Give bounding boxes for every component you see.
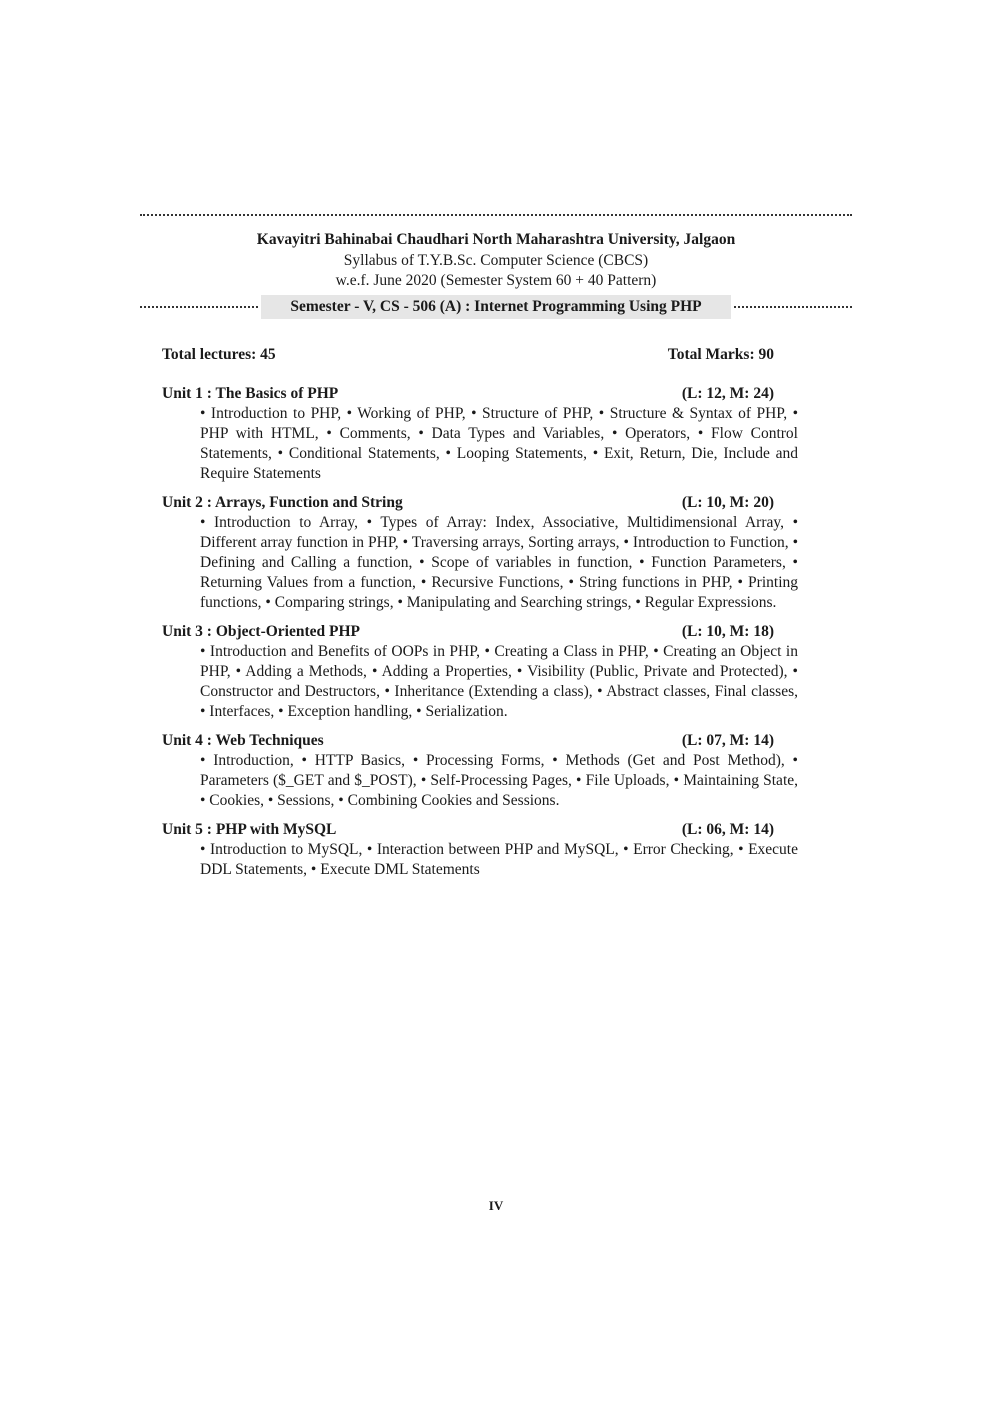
unit-heading — [162, 384, 798, 404]
top-dotted-rule — [140, 214, 852, 216]
unit-topics: • Introduction and Benefits of OOPs in PHP, • Creating a Class in PHP, • Creating an Object in PHP, • Adding a Methods, • Adding a Properties, • Visibility (Public, Private and Protected), • Constructor and Destructors, • Inheritance (Extending a class), • Abstract classes, Final classes, • Interfaces, • Exception handling, • Serialization. — [200, 643, 798, 720]
unit-5 — [162, 820, 798, 880]
unit-heading — [162, 493, 798, 513]
totals-row — [162, 344, 798, 366]
unit-title: Unit 3 : Object-Oriented PHP — [162, 623, 361, 640]
unit-3 — [162, 622, 798, 722]
left-dotted-rule — [140, 306, 258, 308]
unit-lecture-marks: (L: 10, M: 18) — [681, 623, 774, 640]
total-marks: Total Marks: 90 — [667, 346, 774, 363]
unit-topics: • Introduction to MySQL, • Interaction between PHP and MySQL, • Error Checking, • Execute DDL Statements, • Execute DML Statements — [200, 841, 798, 878]
unit-lecture-marks: (L: 07, M: 14) — [681, 732, 774, 749]
right-dotted-rule — [734, 306, 852, 308]
unit-title: Unit 5 : PHP with MySQL — [162, 821, 337, 838]
unit-heading — [162, 731, 798, 751]
syllabus-content — [162, 344, 798, 889]
syllabus-title: Syllabus of T.Y.B.Sc. Computer Science (CBCS) — [343, 252, 649, 269]
unit-topics: • Introduction, • HTTP Basics, • Processing Forms, • Methods (Get and Post Method), • Parameters ($_GET and $_POST), • Self-Processing Pages, • File Uploads, • Maintaining State, • Cookies, • Sessions, • Combining Cookies and Sessions. — [200, 752, 798, 809]
unit-heading — [162, 820, 798, 840]
effective-date: w.e.f. June 2020 (Semester System 60 + 40 Pattern) — [335, 272, 657, 289]
unit-title: Unit 4 : Web Techniques — [162, 732, 324, 749]
unit-1 — [162, 384, 798, 484]
unit-topics: • Introduction to PHP, • Working of PHP, • Structure of PHP, • Structure & Syntax of PHP, • PHP with HTML, • Comments, • Data Types and Variables, • Operators, • Flow Control Statements, • Conditional Statements, • Looping Statements, • Exit, Return, Die, Include and Require Statements — [200, 405, 798, 482]
document-header — [140, 229, 852, 291]
unit-lecture-marks: (L: 10, M: 20) — [681, 494, 774, 511]
unit-lecture-marks: (L: 12, M: 24) — [681, 385, 774, 402]
unit-title: Unit 2 : Arrays, Function and String — [162, 494, 403, 511]
unit-title: Unit 1 : The Basics of PHP — [162, 385, 339, 402]
unit-4 — [162, 731, 798, 811]
unit-lecture-marks: (L: 06, M: 14) — [681, 821, 774, 838]
total-lectures: Total lectures: 45 — [162, 346, 276, 363]
page-number: IV — [488, 1198, 504, 1213]
university-name: Kavayitri Bahinabai Chaudhari North Maharashtra University, Jalgaon — [256, 231, 736, 248]
unit-topics: • Introduction to Array, • Types of Array: Index, Associative, Multidimensional Array, • Different array function in PHP, • Traversing arrays, Sorting arrays, • Introduction to Function, • Defining and Calling a function, • Scope of variables in function, • Function Parameters, • Returning Values from a function, • Recursive Functions, • String functions in PHP, • Printing functions, • Comparing strings, • Manipulating and Searching strings, • Regular Expressions. — [200, 514, 798, 611]
unit-heading — [162, 622, 798, 642]
unit-2 — [162, 493, 798, 613]
course-title-band: Semester - V, CS - 506 (A) : Internet Programming Using PHP — [261, 295, 731, 319]
